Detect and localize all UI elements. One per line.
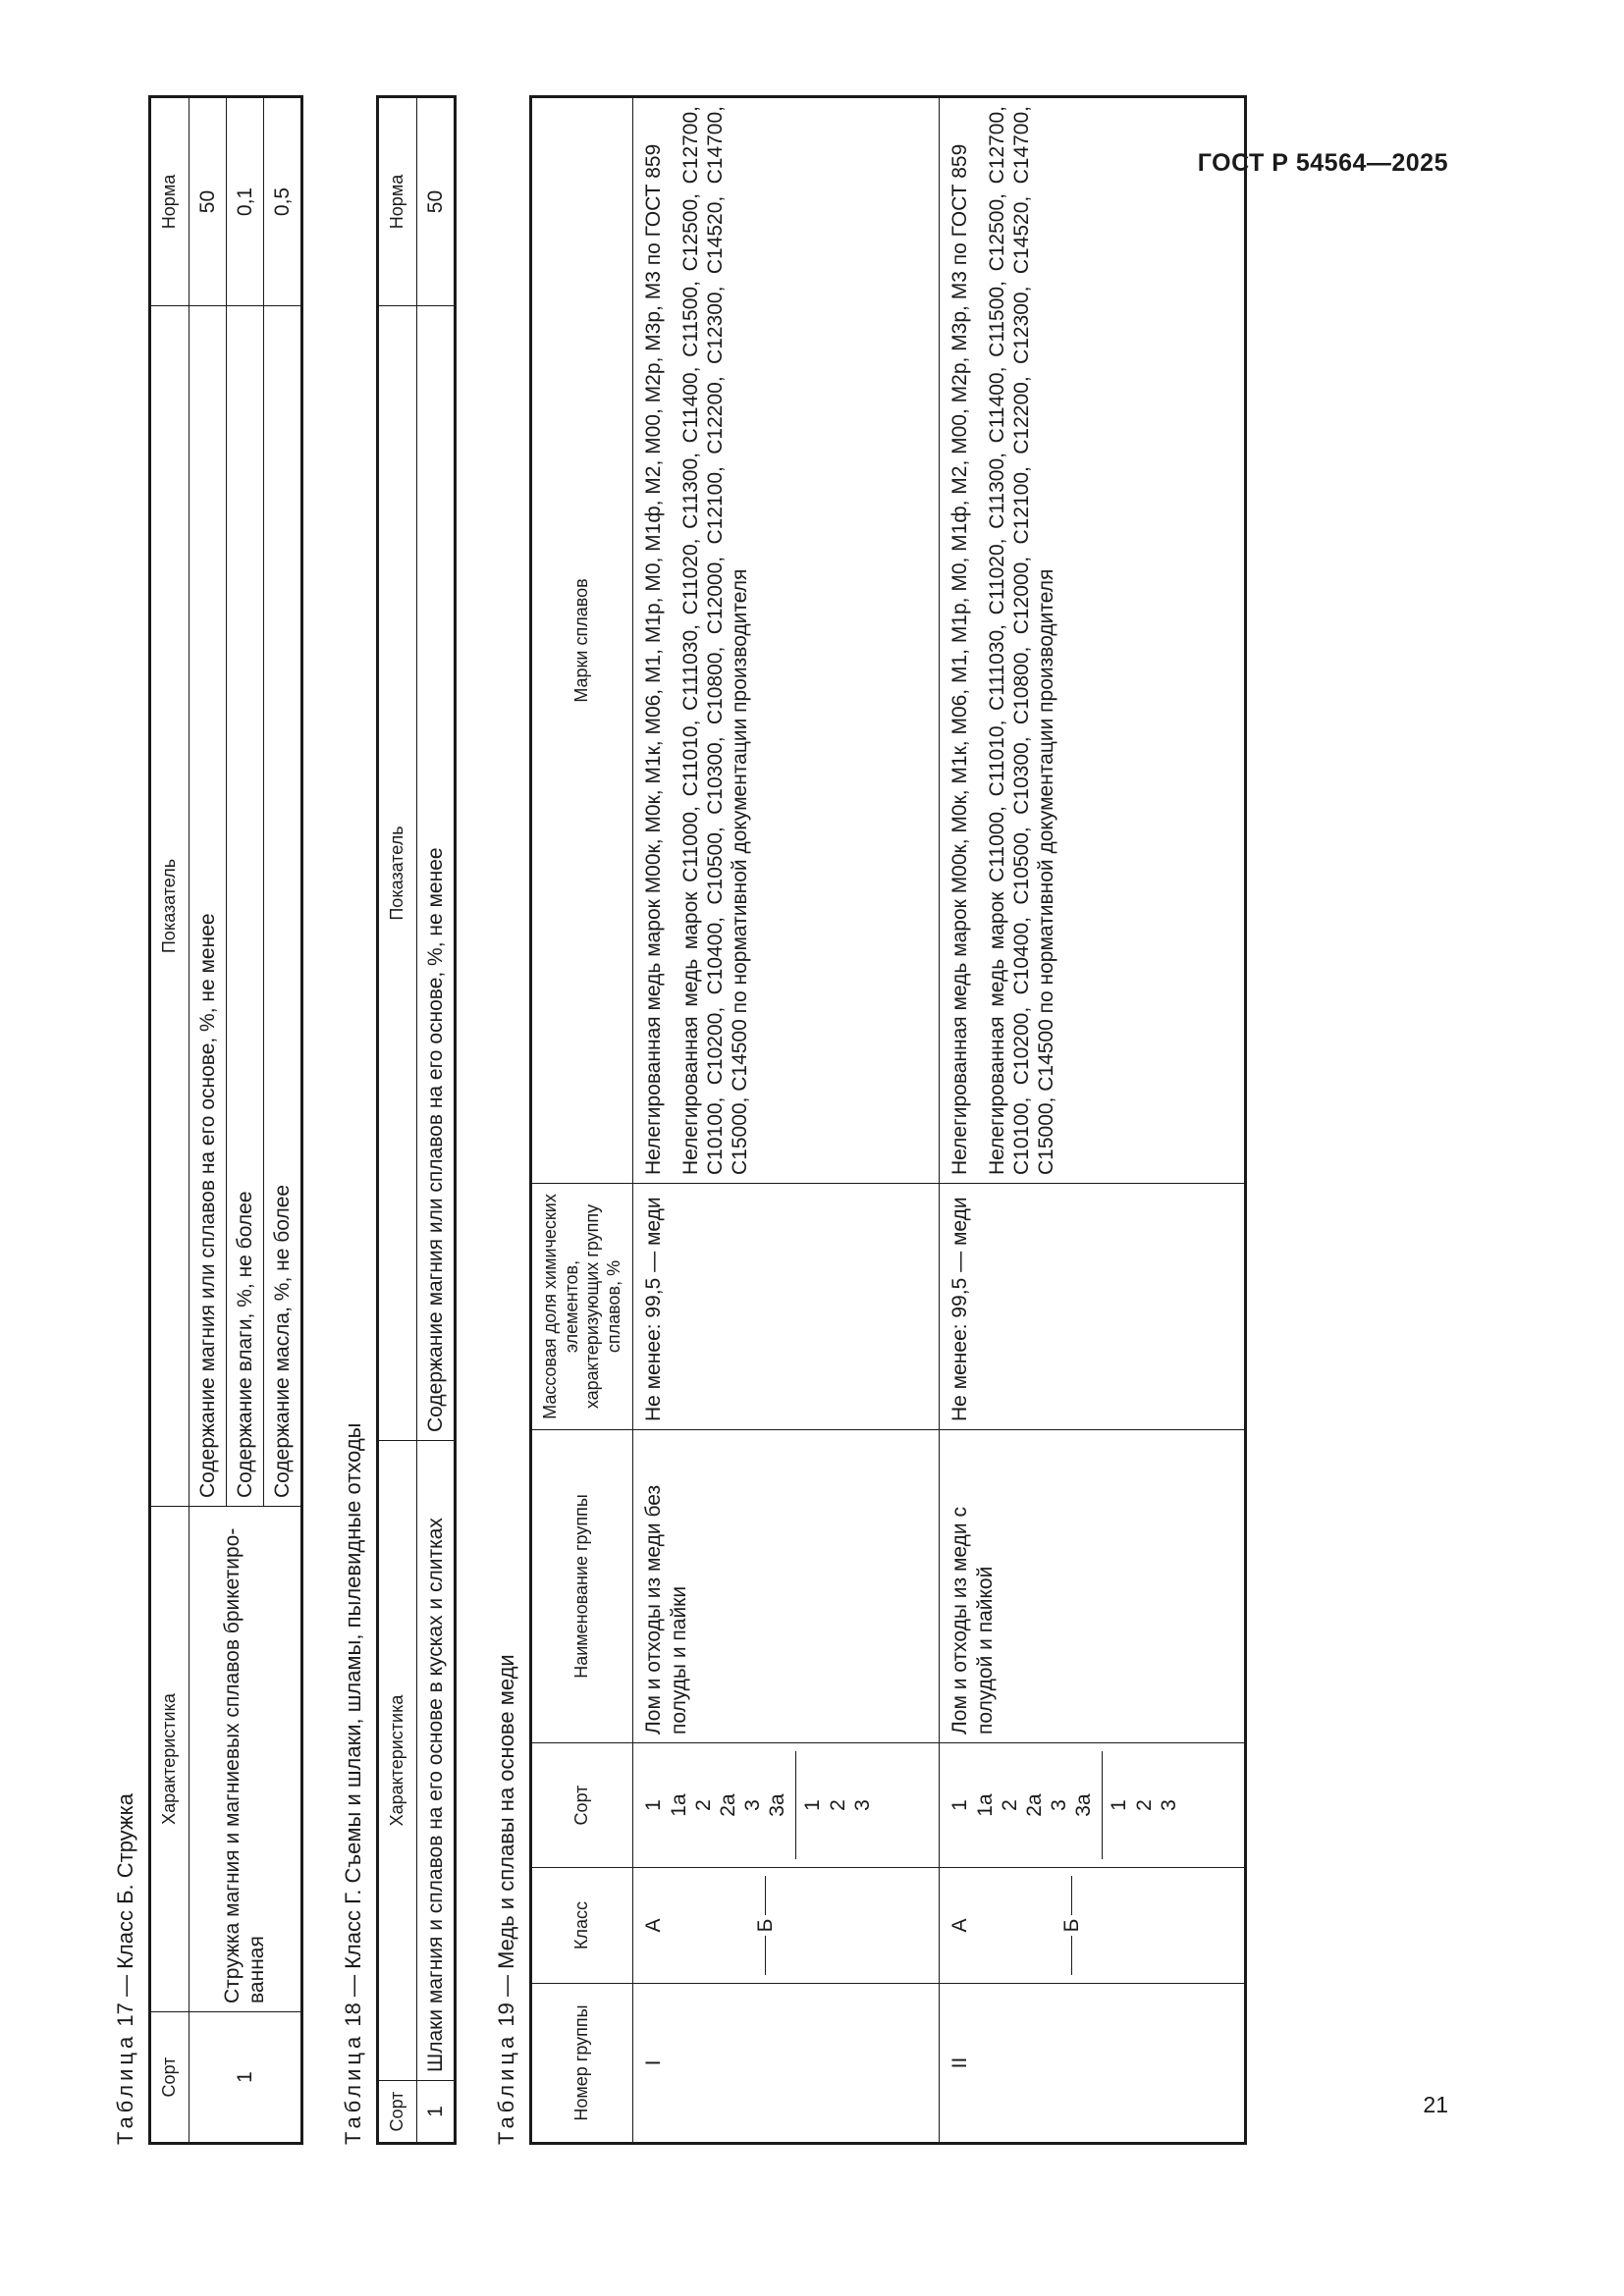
group-name: Лом и отходы из меди без полуды и пайки	[633, 1430, 940, 1743]
table18-characteristic: Шлаки магния и сплавов на его основе в кусках и слитках	[416, 1441, 455, 2081]
class-separator: Б	[753, 1876, 778, 1975]
class-separator: Б	[1059, 1876, 1084, 1975]
table17-norm: 0,5	[263, 97, 301, 306]
standard-number: ГОСТ Р 54564—2025	[1197, 149, 1448, 177]
page-number: 21	[1423, 2092, 1448, 2117]
table18-norm: 50	[416, 97, 455, 306]
table18-header-indicator: Показатель	[378, 306, 417, 1441]
group-class	[633, 1868, 940, 1984]
table17-header-indicator: Показатель	[150, 306, 189, 1507]
table17-caption: Таблица 17 — Класс Б. Стружка	[113, 1793, 137, 2145]
table17-header-norm: Норма	[150, 97, 189, 306]
group-number: II	[940, 1984, 1246, 2144]
table-row	[633, 97, 940, 2144]
table19-caption: Таблица 19 — Медь и сплавы на основе меди	[493, 1654, 518, 2145]
table19	[529, 95, 1247, 2145]
group-mass-fraction: Не менее: 99,5 — меди	[940, 1184, 1246, 1430]
table19-header-class: Класс	[530, 1868, 632, 1984]
group-mass-fraction: Не менее: 99,5 — меди	[633, 1184, 940, 1430]
group-alloy-marks: Нелегированная медь марок М00к, М0к, М1к, М06, М1, М1р, М0, М1ф, М2, М00, М2р, М3р, М3 по ГОСТ 859 Нелегированная медь марок С11000, С11010, С111030, С11020, С11300, С11400, С11500, С12500, С12700, С10100, С10200, С10400, С10500, С10300, С10800, С12000, С12100, С12200, С12300, С14520, С14700, С15000, С14500 по нормативной документации производителя	[633, 97, 940, 1184]
table17-header-characteristic: Характеристика	[150, 1507, 189, 2012]
table-row	[940, 97, 1246, 2144]
class-a: А	[948, 1918, 972, 1933]
group-sorts: 1 1а 2 2а 3 3а 1 2 3	[940, 1743, 1246, 1868]
table17-norm: 50	[189, 97, 226, 306]
rotated-content	[113, 25, 1389, 2145]
table17-indicator: Содержание влаги, %, не более	[226, 306, 263, 1507]
table19-header-alloy-marks: Марки сплавов	[530, 97, 632, 1184]
table17-sort: 1	[189, 2012, 302, 2144]
table18-header-sort: Сорт	[378, 2081, 417, 2144]
group-number: I	[633, 1984, 940, 2144]
table19-header-group-number: Номер группы	[530, 1984, 632, 2144]
table17-norm: 0,1	[226, 97, 263, 306]
table17-header-sort: Сорт	[150, 2012, 189, 2144]
group-sorts: 1 1а 2 2а 3 3а 1 2 3	[633, 1743, 940, 1868]
table18-header-characteristic: Характеристика	[378, 1441, 417, 2081]
table18-header-norm: Норма	[378, 97, 417, 306]
group-alloy-marks: Нелегированная медь марок М00к, М0к, М1к, М06, М1, М1р, М0, М1ф, М2, М00, М2р, М3р, М3 по ГОСТ 859 Нелегированная медь марок С11000, С11010, С111030, С11020, С11300, С11400, С11500, С12500, С12700, С10100, С10200, С10400, С10500, С10300, С10800, С12000, С12100, С12200, С12300, С14520, С14700, С15000, С14500 по нормативной документации производителя	[940, 97, 1246, 1184]
table18-caption: Таблица 18 — Класс Г. Съемы и шлаки, шламы, пылевидные отходы	[341, 1422, 366, 2145]
table18-sort: 1	[416, 2081, 455, 2144]
table17-indicator: Содержание масла, %, не более	[263, 306, 301, 1507]
table17	[148, 95, 303, 2145]
table18	[376, 95, 457, 2145]
table19-header-mass-fraction: Массовая доля химических элементов, характеризующих группу сплавов, %	[530, 1184, 632, 1430]
table17-indicator: Содержание магния или сплавов на его основе, %, не менее	[189, 306, 226, 1507]
class-a: А	[642, 1918, 666, 1933]
group-class	[940, 1868, 1246, 1984]
table19-header-sort: Сорт	[530, 1743, 632, 1868]
table17-characteristic: Стружка магния и магниевых сплавов брикетиро-ванная	[189, 1507, 302, 2012]
group-name: Лом и отходы из меди с полудой и пайкой	[940, 1430, 1246, 1743]
table19-header-group-name: Наименование группы	[530, 1430, 632, 1743]
table18-indicator: Содержание магния или сплавов на его основе, %, не менее	[416, 306, 455, 1441]
